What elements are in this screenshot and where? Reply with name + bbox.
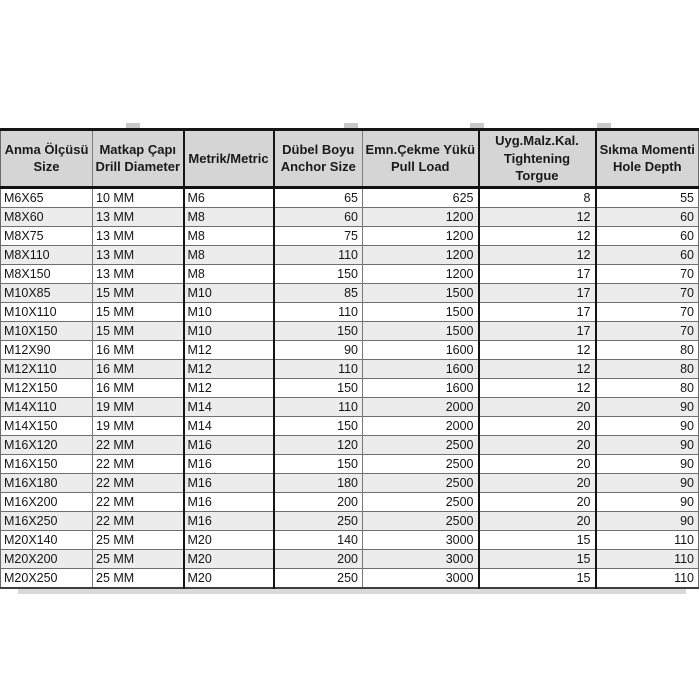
table-cell: 20 — [479, 435, 596, 454]
column-header-line1: Anma Ölçüsü — [4, 141, 89, 157]
table-cell: 15 — [479, 568, 596, 588]
table-cell: 25 MM — [93, 568, 184, 588]
table-cell: 150 — [274, 416, 363, 435]
table-cell: 1200 — [363, 226, 479, 245]
table-cell: 1500 — [363, 321, 479, 340]
table-bottom-shadow — [18, 589, 686, 594]
table-cell: 20 — [479, 492, 596, 511]
table-cell: 110 — [596, 549, 699, 568]
table-row — [1, 226, 699, 245]
table-cell: 1200 — [363, 207, 479, 226]
table-cell: 15 — [479, 530, 596, 549]
table-cell: 1200 — [363, 245, 479, 264]
table-cell: 70 — [596, 264, 699, 283]
table-cell: 15 MM — [93, 283, 184, 302]
table-cell: 150 — [274, 454, 363, 473]
table-cell: 1200 — [363, 264, 479, 283]
table-row — [1, 245, 699, 264]
table-cell: 200 — [274, 492, 363, 511]
table-row — [1, 187, 699, 207]
table-cell: M16 — [184, 454, 274, 473]
table-cell: 3000 — [363, 568, 479, 588]
table-cell: M20X140 — [1, 530, 93, 549]
table-cell: M20 — [184, 530, 274, 549]
table-cell: 110 — [596, 568, 699, 588]
column-header-4 — [274, 130, 363, 188]
table-cell: 85 — [274, 283, 363, 302]
table-cell: 20 — [479, 454, 596, 473]
table-cell: 12 — [479, 359, 596, 378]
table-cell: M16X150 — [1, 454, 93, 473]
table-cell: 12 — [479, 340, 596, 359]
table-row — [1, 340, 699, 359]
table-cell: M8 — [184, 264, 274, 283]
table-cell: 22 MM — [93, 454, 184, 473]
table-cell: 150 — [274, 321, 363, 340]
table-cell: 17 — [479, 321, 596, 340]
table-cell: M10 — [184, 283, 274, 302]
table-cell: 75 — [274, 226, 363, 245]
table-cell: M20X200 — [1, 549, 93, 568]
column-header-3 — [184, 130, 274, 188]
spec-table-container — [0, 128, 698, 594]
table-cell: 12 — [479, 378, 596, 397]
table-row — [1, 359, 699, 378]
table-cell: 12 — [479, 226, 596, 245]
table-row — [1, 511, 699, 530]
table-cell: 1500 — [363, 283, 479, 302]
table-cell: M8X150 — [1, 264, 93, 283]
table-cell: 12 — [479, 245, 596, 264]
table-cell: 1600 — [363, 359, 479, 378]
table-cell: M16X120 — [1, 435, 93, 454]
table-cell: 25 MM — [93, 530, 184, 549]
table-cell: M16 — [184, 473, 274, 492]
table-cell: M8X75 — [1, 226, 93, 245]
table-cell: 20 — [479, 511, 596, 530]
column-header-2 — [93, 130, 184, 188]
table-cell: M12 — [184, 359, 274, 378]
table-cell: 15 MM — [93, 321, 184, 340]
table-cell: 16 MM — [93, 378, 184, 397]
table-cell: 17 — [479, 302, 596, 321]
table-cell: 16 MM — [93, 359, 184, 378]
column-header-6 — [479, 130, 596, 188]
column-header-line1: Metrik/Metric — [188, 150, 269, 166]
table-cell: M20 — [184, 568, 274, 588]
table-row — [1, 321, 699, 340]
table-cell: M12X90 — [1, 340, 93, 359]
table-cell: 110 — [274, 359, 363, 378]
table-cell: M10 — [184, 321, 274, 340]
table-cell: 110 — [274, 245, 363, 264]
table-cell: 60 — [596, 207, 699, 226]
table-cell: 2500 — [363, 492, 479, 511]
table-cell: 2500 — [363, 511, 479, 530]
table-cell: 150 — [274, 264, 363, 283]
table-row — [1, 454, 699, 473]
table-cell: 3000 — [363, 530, 479, 549]
table-cell: M8X60 — [1, 207, 93, 226]
table-cell: M16X200 — [1, 492, 93, 511]
table-cell: 13 MM — [93, 264, 184, 283]
table-cell: 80 — [596, 359, 699, 378]
column-header-line2: Tightening Torgue — [503, 150, 571, 184]
anchor-spec-table — [0, 128, 699, 589]
table-cell: 625 — [363, 187, 479, 207]
table-cell: M12X110 — [1, 359, 93, 378]
table-row — [1, 397, 699, 416]
table-cell: 90 — [596, 473, 699, 492]
column-header-line1: Matkap Çapı — [99, 141, 177, 157]
table-cell: M8 — [184, 226, 274, 245]
table-cell: 13 MM — [93, 245, 184, 264]
table-cell: 20 — [479, 473, 596, 492]
column-header-1 — [1, 130, 93, 188]
table-row — [1, 378, 699, 397]
table-cell: 55 — [596, 187, 699, 207]
table-cell: 90 — [596, 511, 699, 530]
table-cell: M8X110 — [1, 245, 93, 264]
table-cell: 65 — [274, 187, 363, 207]
table-cell: 110 — [274, 302, 363, 321]
table-cell: 250 — [274, 568, 363, 588]
table-cell: 90 — [596, 492, 699, 511]
table-cell: 2000 — [363, 397, 479, 416]
table-cell: M14 — [184, 416, 274, 435]
table-cell: 25 MM — [93, 549, 184, 568]
table-cell: 250 — [274, 511, 363, 530]
table-cell: M8 — [184, 207, 274, 226]
table-cell: M6X65 — [1, 187, 93, 207]
table-cell: 15 — [479, 549, 596, 568]
table-cell: 20 — [479, 397, 596, 416]
table-cell: 70 — [596, 283, 699, 302]
column-header-line2: Anchor Size — [280, 159, 356, 175]
table-row — [1, 568, 699, 588]
column-header-line2: Pull Load — [391, 159, 450, 175]
table-cell: M10 — [184, 302, 274, 321]
table-cell: 60 — [596, 226, 699, 245]
table-cell: M10X85 — [1, 283, 93, 302]
table-cell: 13 MM — [93, 207, 184, 226]
table-cell: 80 — [596, 340, 699, 359]
table-row — [1, 492, 699, 511]
table-cell: 2500 — [363, 454, 479, 473]
table-cell: 20 — [479, 416, 596, 435]
table-cell: 2500 — [363, 473, 479, 492]
table-cell: M16 — [184, 511, 274, 530]
table-row — [1, 473, 699, 492]
table-cell: 8 — [479, 187, 596, 207]
table-cell: 1600 — [363, 378, 479, 397]
table-cell: M12 — [184, 340, 274, 359]
table-cell: 1600 — [363, 340, 479, 359]
table-cell: 110 — [596, 530, 699, 549]
table-cell: M8 — [184, 245, 274, 264]
table-cell: 1500 — [363, 302, 479, 321]
table-row — [1, 207, 699, 226]
column-header-line2: Drill Diameter — [95, 159, 181, 175]
table-cell: M16X180 — [1, 473, 93, 492]
table-cell: 12 — [479, 207, 596, 226]
table-cell: 19 MM — [93, 416, 184, 435]
table-cell: 3000 — [363, 549, 479, 568]
table-cell: 17 — [479, 283, 596, 302]
column-header-line1: Sıkma Momenti — [599, 141, 695, 157]
table-cell: 80 — [596, 378, 699, 397]
table-cell: M16X250 — [1, 511, 93, 530]
table-cell: 180 — [274, 473, 363, 492]
table-cell: 19 MM — [93, 397, 184, 416]
table-cell: 22 MM — [93, 473, 184, 492]
table-header-row — [1, 130, 699, 188]
table-cell: M20 — [184, 549, 274, 568]
table-cell: 60 — [596, 245, 699, 264]
column-header-7 — [596, 130, 699, 188]
column-header-line1: Uyg.Malz.Kal. — [495, 133, 579, 148]
table-cell: M14X110 — [1, 397, 93, 416]
table-cell: M10X150 — [1, 321, 93, 340]
table-cell: 10 MM — [93, 187, 184, 207]
table-cell: 70 — [596, 321, 699, 340]
table-cell: 17 — [479, 264, 596, 283]
column-header-5 — [363, 130, 479, 188]
table-cell: 120 — [274, 435, 363, 454]
table-cell: 90 — [596, 397, 699, 416]
table-cell: M14 — [184, 397, 274, 416]
column-header-line2: Hole Depth — [612, 159, 682, 175]
table-cell: 16 MM — [93, 340, 184, 359]
table-row — [1, 302, 699, 321]
table-cell: 90 — [596, 416, 699, 435]
table-cell: M10X110 — [1, 302, 93, 321]
table-cell: M16 — [184, 492, 274, 511]
table-cell: 70 — [596, 302, 699, 321]
table-cell: M12X150 — [1, 378, 93, 397]
table-cell: M14X150 — [1, 416, 93, 435]
table-cell: 90 — [596, 454, 699, 473]
table-cell: 22 MM — [93, 511, 184, 530]
table-row — [1, 283, 699, 302]
table-cell: 22 MM — [93, 435, 184, 454]
table-cell: 13 MM — [93, 226, 184, 245]
table-cell: 2000 — [363, 416, 479, 435]
table-cell: 60 — [274, 207, 363, 226]
table-cell: 90 — [274, 340, 363, 359]
column-header-line1: Emn.Çekme Yükü — [365, 141, 476, 157]
table-row — [1, 264, 699, 283]
table-cell: 15 MM — [93, 302, 184, 321]
table-cell: 140 — [274, 530, 363, 549]
column-header-line1: Dübel Boyu — [282, 141, 355, 157]
table-row — [1, 416, 699, 435]
table-cell: 22 MM — [93, 492, 184, 511]
column-header-line2: Size — [33, 159, 60, 175]
table-row — [1, 435, 699, 454]
table-cell: 2500 — [363, 435, 479, 454]
table-cell: 90 — [596, 435, 699, 454]
table-cell: 110 — [274, 397, 363, 416]
table-cell: M20X250 — [1, 568, 93, 588]
table-cell: 200 — [274, 549, 363, 568]
table-cell: 150 — [274, 378, 363, 397]
table-cell: M12 — [184, 378, 274, 397]
table-row — [1, 530, 699, 549]
table-cell: M6 — [184, 187, 274, 207]
table-cell: M16 — [184, 435, 274, 454]
table-row — [1, 549, 699, 568]
